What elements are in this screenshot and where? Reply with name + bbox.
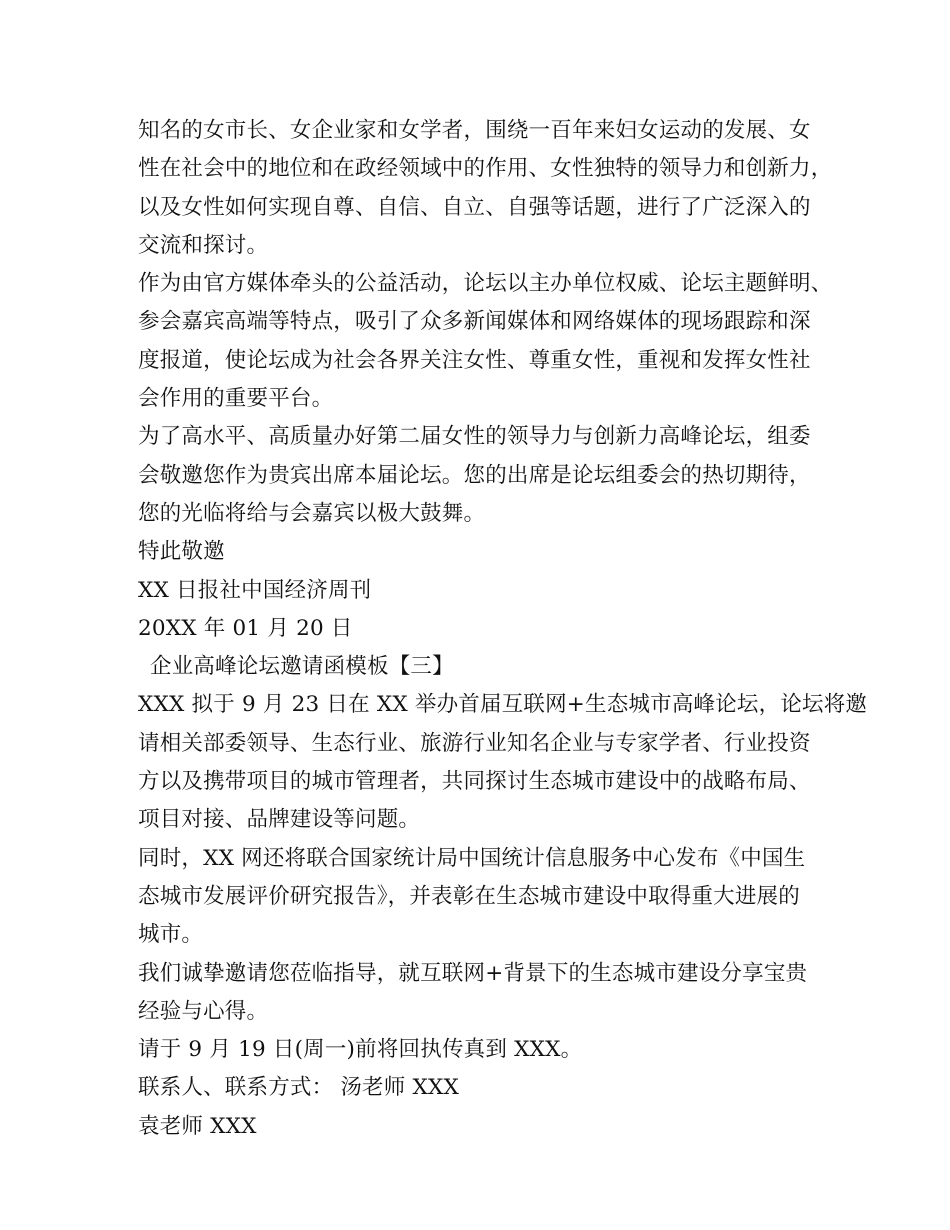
paragraph-line: 您的光临将给与会嘉宾以极大鼓舞。 xyxy=(138,500,486,526)
paragraph-line: 请相关部委领导、生态行业、旅游行业知名企业与专家学者、行业投资 xyxy=(138,730,811,756)
paragraph-line: 请于 9 月 19 日(周一)前将回执传真到 XXX。 xyxy=(138,1037,583,1063)
contact-line: 袁老师 XXX xyxy=(138,1113,257,1139)
section-heading: 企业高峰论坛邀请函模板【三】 xyxy=(150,654,454,680)
paragraph-line: 以及女性如何实现自尊、自信、自立、自强等话题，进行了广泛深入的 xyxy=(138,194,811,220)
paragraph-line: XXX 拟于 9 月 23 日在 XX 举办首届互联网+生态城市高峰论坛，论坛将邀 xyxy=(138,692,868,718)
paragraph-line: 知名的女市长、女企业家和女学者，围绕一百年来妇女运动的发展、女 xyxy=(138,118,811,143)
paragraph-line: 方以及携带项目的城市管理者，共同探讨生态城市建设中的战略布局、 xyxy=(138,769,811,795)
closing-line: 特此敬邀 xyxy=(138,539,225,565)
paragraph-line: 项目对接、品牌建设等问题。 xyxy=(138,807,421,833)
paragraph-line: 度报道，使论坛成为社会各界关注女性、尊重女性，重视和发挥女性社 xyxy=(138,347,811,373)
paragraph-line: 为了高水平、高质量办好第二届女性的领导力与创新力高峰论坛，组委 xyxy=(138,424,811,450)
paragraph-line: 经验与心得。 xyxy=(138,998,269,1024)
paragraph-line: 我们诚挚邀请您莅临指导，就互联网+背景下的生态城市建设分享宝贵 xyxy=(138,960,808,986)
signature-date: 20XX 年 01 月 20 日 xyxy=(138,615,353,641)
paragraph-line: 同时，XX 网还将联合国家统计局中国统计信息服务中心发布《中国生 xyxy=(138,845,806,871)
paragraph-line: 性在社会中的地位和在政经领域中的作用、女性独特的领导力和创新力， xyxy=(138,156,833,182)
paragraph-line: 会敬邀您作为贵宾出席本届论坛。您的出席是论坛组委会的热切期待， xyxy=(138,462,811,488)
contact-line: 联系人、联系方式： 汤老师 XXX xyxy=(138,1075,459,1101)
paragraph-line: 交流和探讨。 xyxy=(138,232,269,258)
document-body xyxy=(138,112,868,1146)
paragraph-line: 作为由官方媒体牵头的公益活动，论坛以主办单位权威、论坛主题鲜明、 xyxy=(138,271,833,297)
paragraph-line: 会作用的重要平台。 xyxy=(138,386,334,412)
paragraph-line: 参会嘉宾高端等特点，吸引了众多新闻媒体和网络媒体的现场跟踪和深 xyxy=(138,309,811,335)
paragraph-line: 态城市发展评价研究报告》，并表彰在生态城市建设中取得重大进展的 xyxy=(138,883,800,909)
signature-org: XX 日报社中国经济周刊 xyxy=(138,577,372,603)
paragraph-line: 城市。 xyxy=(138,922,204,948)
